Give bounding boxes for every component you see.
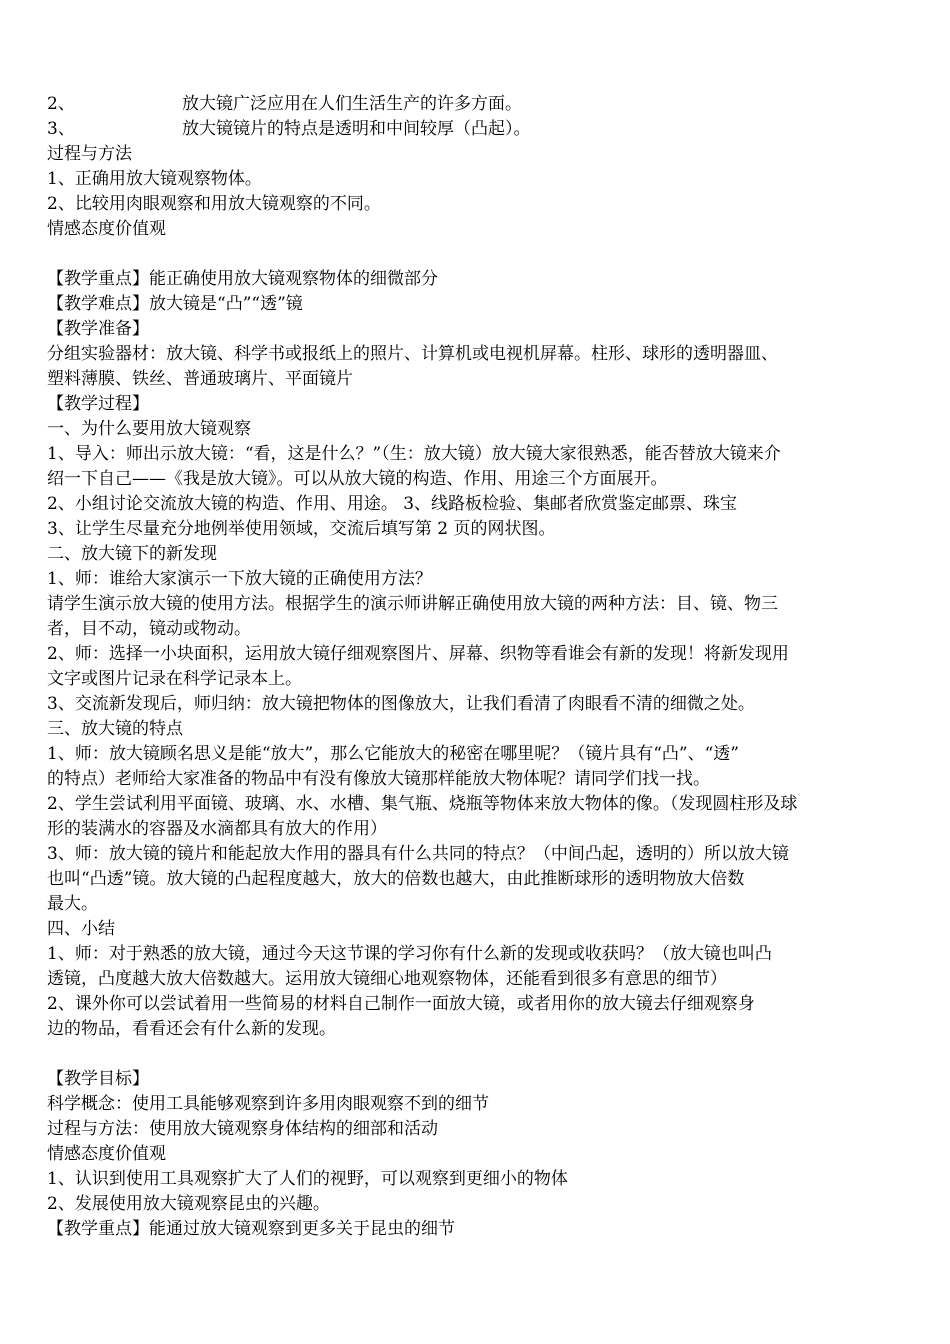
text-line: 1、认识到使用工具观察扩大了人们的视野，可以观察到更细小的物体 [47, 1169, 568, 1189]
text-line: 二、放大镜下的新发现 [47, 544, 217, 564]
text-line: 过程与方法：使用放大镜观察身体结构的细部和活动 [47, 1119, 438, 1139]
text-line: 1、师：对于熟悉的放大镜，通过今天这节课的学习你有什么新的发现或收获吗？（放大镜也叫凸 [47, 944, 772, 964]
text-line: 情感态度价值观 [47, 219, 166, 239]
line-text: 放大镜广泛应用在人们生活生产的许多方面。 [182, 94, 522, 114]
text-line: 三、放大镜的特点 [47, 719, 183, 739]
text-line: 1、导入：师出示放大镜：“看，这是什么？”（生：放大镜）放大镜大家很熟悉，能否替放大镜来介 [47, 444, 781, 464]
text-line: 形的装满水的容器及水滴都具有放大的作用） [47, 819, 387, 839]
text-line: 四、小结 [47, 919, 115, 939]
text-line: 科学概念：使用工具能够观察到许多用肉眼观察不到的细节 [47, 1094, 489, 1114]
text-line: 2、比较用肉眼观察和用放大镜观察的不同。 [47, 194, 381, 214]
text-line: 2、发展使用放大镜观察昆虫的兴趣。 [47, 1194, 330, 1214]
text-line: 2、课外你可以尝试着用一些简易的材料自己制作一面放大镜，或者用你的放大镜去仔细观察身 [47, 994, 755, 1014]
text-line: 分组实验器材：放大镜、科学书或报纸上的照片、计算机或电视机屏幕。柱形、球形的透明器皿、 [47, 344, 778, 364]
text-line: 一、为什么要用放大镜观察 [47, 419, 251, 439]
line-number: 2、 [47, 94, 75, 114]
blank-line [47, 1042, 909, 1067]
text-line: 最大。 [47, 894, 98, 914]
text-line: 1、师：谁给大家演示一下放大镜的正确使用方法？ [47, 569, 432, 589]
text-line: 请学生演示放大镜的使用方法。根据学生的演示师讲解正确使用放大镜的两种方法：目、镜、物三 [47, 594, 778, 614]
text-line: 塑料薄膜、铁丝、普通玻璃片、平面镜片 [47, 369, 353, 389]
text-line: 过程与方法 [47, 144, 132, 164]
text-line: 3、让学生尽量充分地例举使用领域，交流后填写第 2 页的网状图。 [47, 519, 556, 539]
text-line: 也叫“凸透”镜。放大镜的凸起程度越大，放大的倍数也越大，由此推断球形的透明物放大倍数 [47, 869, 745, 889]
text-line: 绍一下自己——《我是放大镜》。可以从放大镜的构造、作用、用途三个方面展开。 [47, 469, 668, 489]
text-line: 情感态度价值观 [47, 1144, 166, 1164]
text-line: 【教学重点】能正确使用放大镜观察物体的细微部分 [47, 269, 438, 289]
text-line: 透镜，凸度越大放大倍数越大。运用放大镜细心地观察物体，还能看到很多有意思的细节） [47, 969, 727, 989]
line-number: 3、 [47, 119, 75, 139]
text-line: 【教学难点】放大镜是“凸”“透”镜 [47, 294, 303, 314]
text-line: 1、正确用放大镜观察物体。 [47, 169, 262, 189]
text-line: 【教学过程】 [47, 394, 149, 414]
document-page [47, 92, 909, 1242]
numbered-line [47, 117, 909, 142]
text-line: 文字或图片记录在科学记录本上。 [47, 669, 302, 689]
numbered-line [47, 92, 909, 117]
text-line: 2、学生尝试利用平面镜、玻璃、水、水槽、集气瓶、烧瓶等物体来放大物体的像。（发现圆柱形及球 [47, 794, 798, 814]
text-line: 者，目不动，镜动或物动。 [47, 619, 251, 639]
text-line: 2、小组讨论交流放大镜的构造、作用、用途。 3、线路板检验、集邮者欣赏鉴定邮票、珠宝 [47, 494, 738, 514]
text-line: 【教学重点】能通过放大镜观察到更多关于昆虫的细节 [47, 1219, 455, 1239]
text-line: 【教学准备】 [47, 319, 149, 339]
line-text: 放大镜镜片的特点是透明和中间较厚（凸起）。 [182, 119, 531, 139]
text-line: 1、师：放大镜顾名思义是能“放大”，那么它能放大的秘密在哪里呢？（镜片具有“凸”、“透” [47, 744, 739, 764]
text-line: 3、交流新发现后，师归纳：放大镜把物体的图像放大，让我们看清了肉眼看不清的细微之处。 [47, 694, 755, 714]
blank-line [47, 242, 909, 267]
text-line: 的特点）老师给大家准备的物品中有没有像放大镜那样能放大物体呢？请同学们找一找。 [47, 769, 710, 789]
text-line: 边的物品，看看还会有什么新的发现。 [47, 1019, 336, 1039]
text-line: 2、师：选择一小块面积，运用放大镜仔细观察图片、屏幕、织物等看谁会有新的发现！将新发现用 [47, 644, 789, 664]
text-line: 3、师：放大镜的镜片和能起放大作用的器具有什么共同的特点？（中间凸起，透明的）所以放大镜 [47, 844, 789, 864]
text-line: 【教学目标】 [47, 1069, 149, 1089]
